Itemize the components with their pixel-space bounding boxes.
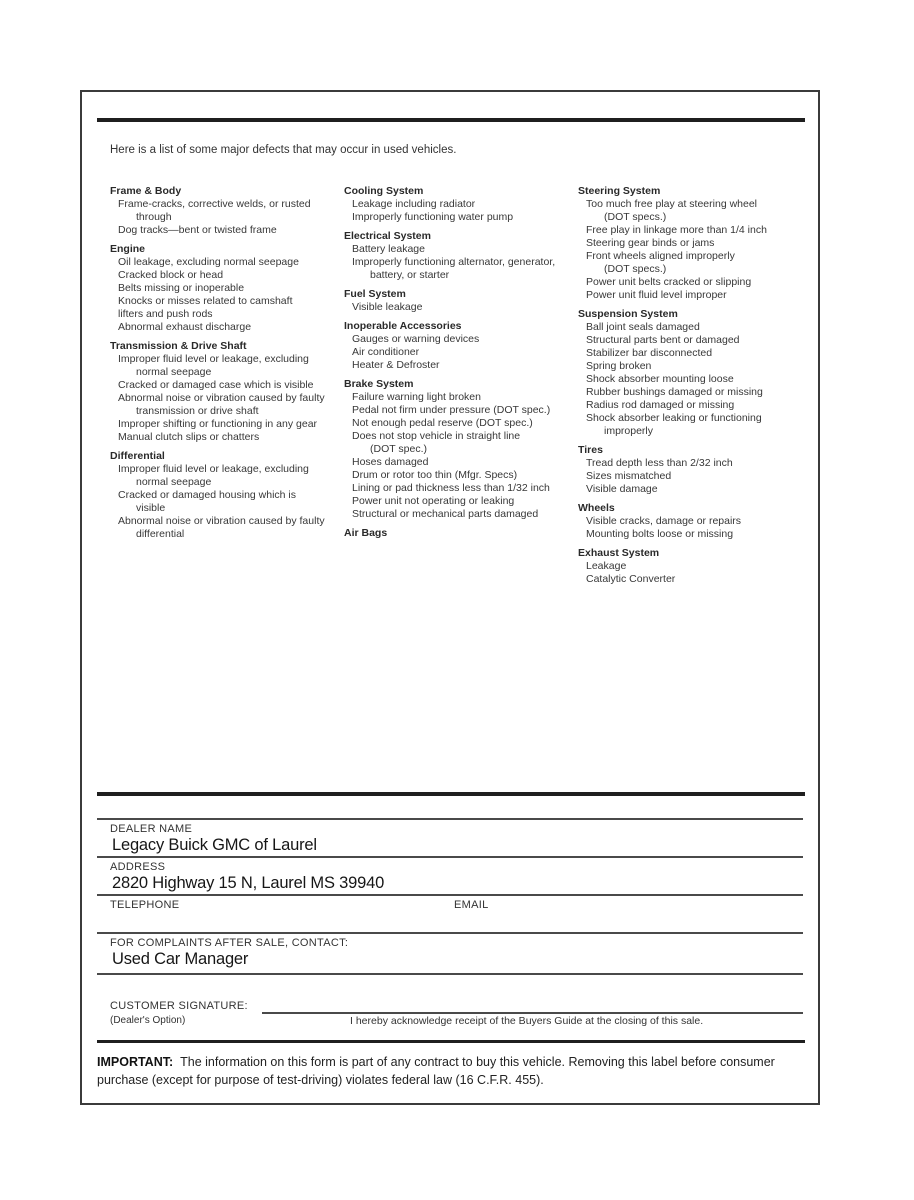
defect-columns bbox=[110, 185, 810, 586]
defect-line: Abnormal noise or vibration caused by faulty bbox=[118, 392, 325, 404]
defect-column-1 bbox=[110, 185, 344, 586]
defect-line: Spring broken bbox=[586, 360, 652, 372]
section-title: Cooling System bbox=[344, 185, 424, 197]
defect-line: Drum or rotor too thin (Mfgr. Specs) bbox=[352, 469, 518, 481]
complaints-label: FOR COMPLAINTS AFTER SALE, CONTACT: bbox=[110, 937, 349, 949]
defect-section bbox=[344, 527, 578, 540]
defect-line: differential bbox=[136, 528, 185, 540]
defect-line: Oil leakage, excluding normal seepage bbox=[118, 256, 299, 268]
customer-signature-label: CUSTOMER SIGNATURE: bbox=[110, 1000, 248, 1012]
defect-line: normal seepage bbox=[136, 366, 212, 378]
defect-line: Lining or pad thickness less than 1/32 inch bbox=[352, 482, 550, 494]
defect-line: Shock absorber mounting loose bbox=[586, 373, 734, 385]
defect-line: transmission or drive shaft bbox=[136, 405, 259, 417]
defect-line: Visible damage bbox=[586, 483, 658, 495]
section-title: Steering System bbox=[578, 185, 661, 197]
defect-section bbox=[344, 378, 578, 521]
buyers-guide-page bbox=[80, 90, 820, 1105]
complaints-bottom-line bbox=[97, 973, 803, 975]
address-value: 2820 Highway 15 N, Laurel MS 39940 bbox=[112, 874, 385, 892]
defect-section bbox=[578, 444, 810, 496]
defect-line: improperly bbox=[604, 425, 654, 437]
defect-line: Heater & Defroster bbox=[352, 359, 440, 371]
defect-line: Stabilizer bar disconnected bbox=[586, 347, 713, 359]
complaints-value: Used Car Manager bbox=[112, 950, 249, 968]
defect-section bbox=[110, 340, 344, 444]
important-notice bbox=[97, 1054, 800, 1089]
defect-section bbox=[578, 547, 810, 586]
telephone-email-line bbox=[97, 894, 803, 896]
acknowledgement-text: I hereby acknowledge receipt of the Buyers Guide at the closing of this sale. bbox=[350, 1015, 704, 1027]
defect-section bbox=[344, 320, 578, 372]
defect-line: Gauges or warning devices bbox=[352, 333, 480, 345]
defect-line: (DOT spec.) bbox=[370, 443, 427, 455]
section-title: Electrical System bbox=[344, 230, 431, 242]
complaints-top-line bbox=[97, 932, 803, 934]
top-divider bbox=[97, 118, 805, 122]
defect-line: normal seepage bbox=[136, 476, 212, 488]
defect-section bbox=[110, 243, 344, 334]
defect-line: Cracked or damaged case which is visible bbox=[118, 379, 314, 391]
defect-line: Visible leakage bbox=[352, 301, 423, 313]
defect-line: Structural parts bent or damaged bbox=[586, 334, 740, 346]
defect-section bbox=[578, 185, 810, 302]
defect-line: Improper fluid level or leakage, excluding bbox=[118, 353, 309, 365]
defect-line: Ball joint seals damaged bbox=[586, 321, 700, 333]
defect-line: Abnormal noise or vibration caused by faulty bbox=[118, 515, 325, 527]
dealer-name-value: Legacy Buick GMC of Laurel bbox=[112, 836, 317, 854]
defect-column-3 bbox=[578, 185, 810, 586]
defect-line: lifters and push rods bbox=[118, 308, 213, 320]
important-text: The information on this form is part of any contract to buy this vehicle. Removing this label before consumer purchase (except for purpose of test-driving) violates federal law (16 C.F.R. 455). bbox=[97, 1055, 775, 1087]
defect-line: Improperly functioning alternator, generator, bbox=[352, 256, 556, 268]
defect-line: Knocks or misses related to camshaft bbox=[118, 295, 293, 307]
section-title: Frame & Body bbox=[110, 185, 182, 197]
section-title: Differential bbox=[110, 450, 165, 462]
defect-line: Belts missing or inoperable bbox=[118, 282, 245, 294]
defect-line: Power unit belts cracked or slipping bbox=[586, 276, 752, 288]
defect-line: Power unit fluid level improper bbox=[586, 289, 727, 301]
section-title: Suspension System bbox=[578, 308, 678, 320]
defect-line: Abnormal exhaust discharge bbox=[118, 321, 252, 333]
defect-line: (DOT specs.) bbox=[604, 211, 667, 223]
section-title: Brake System bbox=[344, 378, 414, 390]
section-title: Transmission & Drive Shaft bbox=[110, 340, 247, 352]
defect-line: Structural or mechanical parts damaged bbox=[352, 508, 539, 520]
defect-line: visible bbox=[136, 502, 166, 514]
defect-line: Visible cracks, damage or repairs bbox=[586, 515, 742, 527]
defect-line: Rubber bushings damaged or missing bbox=[586, 386, 763, 398]
defect-line: Manual clutch slips or chatters bbox=[118, 431, 260, 443]
section-title: Engine bbox=[110, 243, 146, 255]
important-label: IMPORTANT: bbox=[97, 1055, 174, 1069]
defect-line: Hoses damaged bbox=[352, 456, 429, 468]
defects-intro: Here is a list of some major defects that may occur in used vehicles. bbox=[110, 144, 457, 156]
defect-line: battery, or starter bbox=[370, 269, 450, 281]
defect-line: Steering gear binds or jams bbox=[586, 237, 715, 249]
defect-line: Leakage including radiator bbox=[352, 198, 476, 210]
section-title: Tires bbox=[578, 444, 603, 456]
section-title: Wheels bbox=[578, 502, 615, 514]
defect-line: Cracked or damaged housing which is bbox=[118, 489, 297, 501]
dealers-option-note: (Dealer's Option) bbox=[110, 1015, 186, 1026]
defect-column-2 bbox=[344, 185, 578, 586]
section-title: Air Bags bbox=[344, 527, 388, 539]
important-divider bbox=[97, 1040, 805, 1043]
address-label: ADDRESS bbox=[110, 861, 166, 873]
telephone-label: TELEPHONE bbox=[110, 899, 180, 911]
defect-line: Shock absorber leaking or functioning bbox=[586, 412, 762, 424]
defect-section bbox=[344, 185, 578, 224]
defect-line: Catalytic Converter bbox=[586, 573, 676, 585]
defect-line: through bbox=[136, 211, 172, 223]
dealer-section-divider bbox=[97, 792, 805, 796]
defect-section bbox=[110, 450, 344, 541]
dealer-name-line bbox=[97, 818, 803, 820]
email-label: EMAIL bbox=[454, 899, 489, 911]
defect-line: Cracked block or head bbox=[118, 269, 224, 281]
address-line bbox=[97, 856, 803, 858]
defect-section bbox=[344, 288, 578, 314]
defect-section bbox=[110, 185, 344, 237]
defect-line: Front wheels aligned improperly bbox=[586, 250, 735, 262]
section-title: Inoperable Accessories bbox=[344, 320, 462, 332]
signature-line bbox=[262, 1012, 803, 1014]
defect-line: Improperly functioning water pump bbox=[352, 211, 514, 223]
defect-line: Air conditioner bbox=[352, 346, 420, 358]
section-title: Exhaust System bbox=[578, 547, 660, 559]
defect-line: (DOT specs.) bbox=[604, 263, 667, 275]
defect-section bbox=[578, 308, 810, 438]
section-title: Fuel System bbox=[344, 288, 406, 300]
defect-line: Dog tracks—bent or twisted frame bbox=[118, 224, 277, 236]
defect-line: Too much free play at steering wheel bbox=[586, 198, 758, 210]
defect-line: Sizes mismatched bbox=[586, 470, 672, 482]
defect-line: Power unit not operating or leaking bbox=[352, 495, 515, 507]
defect-line: Pedal not firm under pressure (DOT spec.) bbox=[352, 404, 551, 416]
defect-line: Tread depth less than 2/32 inch bbox=[586, 457, 733, 469]
dealer-name-label: DEALER NAME bbox=[110, 823, 193, 835]
defect-line: Not enough pedal reserve (DOT spec.) bbox=[352, 417, 533, 429]
defect-line: Does not stop vehicle in straight line bbox=[352, 430, 521, 442]
defect-line: Frame-cracks, corrective welds, or rusted bbox=[118, 198, 311, 210]
defect-line: Failure warning light broken bbox=[352, 391, 481, 403]
defect-line: Leakage bbox=[586, 560, 627, 572]
defect-line: Battery leakage bbox=[352, 243, 425, 255]
defect-line: Radius rod damaged or missing bbox=[586, 399, 735, 411]
defect-line: Free play in linkage more than 1/4 inch bbox=[586, 224, 767, 236]
defect-section bbox=[578, 502, 810, 541]
defect-section bbox=[344, 230, 578, 282]
defect-line: Improper fluid level or leakage, excluding bbox=[118, 463, 309, 475]
defect-line: Mounting bolts loose or missing bbox=[586, 528, 734, 540]
defect-line: Improper shifting or functioning in any gear bbox=[118, 418, 318, 430]
